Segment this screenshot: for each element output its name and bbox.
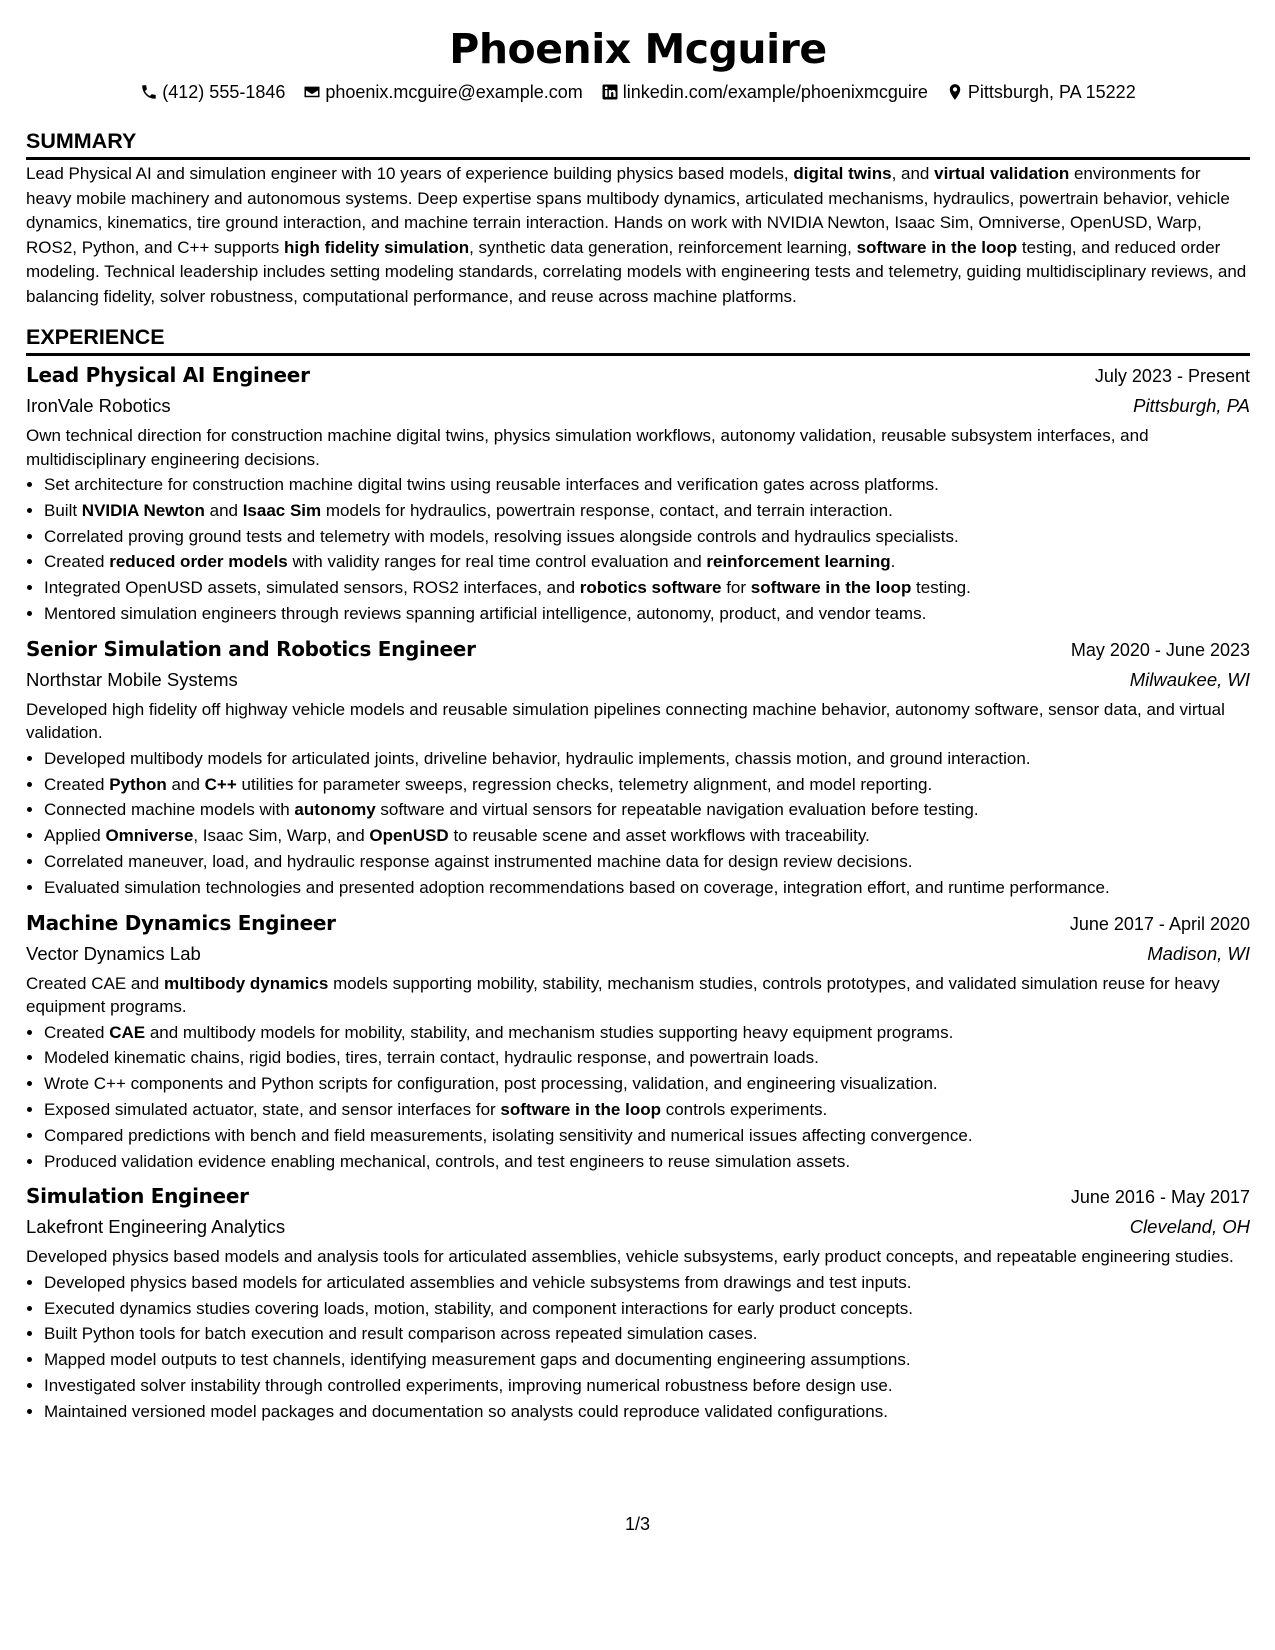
job-title: Simulation Engineer bbox=[26, 1184, 249, 1209]
page-number: 1/3 bbox=[624, 1514, 651, 1534]
contact-linkedin[interactable] bbox=[601, 80, 928, 104]
map-pin-icon bbox=[946, 83, 964, 101]
job-subheader bbox=[26, 939, 1250, 969]
experience-section bbox=[26, 323, 1250, 1425]
experience-heading: EXPERIENCE bbox=[26, 325, 165, 349]
job-bullet: • Investigated solver instability through controlled experiments, improving numerical robustness before design use. bbox=[44, 1373, 1250, 1399]
job-header bbox=[26, 359, 1250, 391]
job-bullet: • Developed physics based models for articulated assemblies and vehicle subsystems from drawings and test inputs. bbox=[44, 1270, 1250, 1296]
linkedin-icon bbox=[601, 83, 619, 101]
job-company: Lakefront Engineering Analytics bbox=[26, 1216, 286, 1238]
job-bullet: • Modeled kinematic chains, rigid bodies, tires, terrain contact, hydraulic response, and powertrain loads. bbox=[44, 1045, 1250, 1071]
linkedin-text: linkedin.com/example/phoenixmcguire bbox=[622, 82, 928, 102]
contact-phone[interactable] bbox=[140, 80, 285, 104]
job-bullet: • Integrated OpenUSD assets, simulated sensors, ROS2 interfaces, and robotics software for software in the loop testing. bbox=[44, 575, 1250, 601]
job-bullet: • Exposed simulated actuator, state, and sensor interfaces for software in the loop controls experiments. bbox=[44, 1097, 1250, 1123]
summary-heading: SUMMARY bbox=[26, 129, 137, 153]
job-bullet-list bbox=[26, 746, 1250, 901]
job-bullet: • Compared predictions with bench and field measurements, isolating sensitivity and numerical issues affecting convergence. bbox=[44, 1123, 1250, 1149]
job-bullet-list bbox=[26, 1270, 1250, 1425]
job-bullet: • Correlated maneuver, load, and hydraulic response against instrumented machine data for design review decisions. bbox=[44, 849, 1250, 875]
job-company: Vector Dynamics Lab bbox=[26, 942, 201, 964]
job-location: Cleveland, OH bbox=[1129, 1216, 1250, 1238]
job-bullet: • Wrote C++ components and Python scripts for configuration, post processing, validation, and engineering visualization. bbox=[44, 1071, 1250, 1097]
job-bullet: • Correlated proving ground tests and telemetry with models, resolving issues alongside controls and hydraulics specialists. bbox=[44, 524, 1250, 550]
job-title: Lead Physical AI Engineer bbox=[26, 363, 310, 387]
phone-text: (412) 555-1846 bbox=[162, 82, 286, 102]
resume-page bbox=[26, 20, 1250, 1425]
job-entry bbox=[26, 359, 1250, 627]
job-bullet: • Produced validation evidence enabling mechanical, controls, and test engineers to reuse simulation assets. bbox=[44, 1149, 1250, 1175]
job-description: Created CAE and multibody dynamics models supporting mobility, stability, mechanism studies, controls prototypes, and validated simulation reuse for heavy equipment programs. bbox=[26, 973, 1220, 1017]
section-divider bbox=[26, 353, 1250, 356]
job-bullet-list bbox=[26, 1020, 1250, 1175]
contact-location bbox=[946, 80, 1136, 104]
job-bullet: • Maintained versioned model packages and documentation so analysts could reproduce validated configurations. bbox=[44, 1399, 1250, 1425]
job-dates: July 2023 - Present bbox=[1094, 366, 1250, 386]
job-bullet: • Built NVIDIA Newton and Isaac Sim models for hydraulics, powertrain response, contact, and terrain interaction. bbox=[44, 498, 1250, 524]
job-bullet: • Created Python and C++ utilities for parameter sweeps, regression checks, telemetry alignment, and model reporting. bbox=[44, 772, 1250, 798]
job-bullet: • Developed multibody models for articulated joints, driveline behavior, hydraulic implements, chassis motion, and ground interaction. bbox=[44, 746, 1250, 772]
job-subheader bbox=[26, 665, 1250, 695]
job-subheader bbox=[26, 391, 1250, 421]
location-text: Pittsburgh, PA 15222 bbox=[967, 82, 1136, 102]
job-subheader bbox=[26, 1212, 1250, 1242]
summary-section bbox=[26, 127, 1250, 309]
envelope-icon bbox=[303, 83, 321, 101]
section-divider bbox=[26, 157, 1250, 160]
job-dates: June 2016 - May 2017 bbox=[1070, 1187, 1250, 1208]
job-bullet: • Applied Omniverse, Isaac Sim, Warp, and OpenUSD to reusable scene and asset workflows with traceability. bbox=[44, 823, 1250, 849]
job-dates: June 2017 - April 2020 bbox=[1069, 913, 1250, 934]
contact-email[interactable] bbox=[303, 80, 582, 104]
job-location: Pittsburgh, PA bbox=[1133, 395, 1250, 416]
job-entry bbox=[26, 633, 1250, 901]
job-bullet: • Mentored simulation engineers through reviews spanning artificial intelligence, autonomy, product, and vendor teams. bbox=[44, 601, 1250, 627]
job-dates: May 2020 - June 2023 bbox=[1070, 639, 1250, 660]
job-entry bbox=[26, 1180, 1250, 1424]
job-header bbox=[26, 633, 1250, 665]
summary-text: Lead Physical AI and simulation engineer with 10 years of experience building physics based models, digital twins, and virtual validation environments for heavy mobile machinery and autonomous systems. Deep expertise spans multibody dynamics, articulated mechanisms, hydraulics, powertrain behavior, vehicle dynamics, kinematics, tire ground interaction, and machine terrain interaction. Hands on work with NVIDIA Newton, Isaac Sim, Omniverse, OpenUSD, Warp, ROS2, Python, and C++ supports high fidelity simulation, synthetic data generation, reinforcement learning, software in the loop testing, and reduced order modeling. Technical leadership includes setting modeling standards, correlating models with engineering tests and telemetry, guiding multidisciplinary reviews, and balancing fidelity, solver robustness, computational performance, and reuse across machine platforms. bbox=[26, 164, 1247, 306]
job-title: Senior Simulation and Robotics Engineer bbox=[26, 636, 476, 661]
job-header bbox=[26, 907, 1250, 939]
job-bullet: • Created CAE and multibody models for mobility, stability, and mechanism studies supporting heavy equipment programs. bbox=[44, 1020, 1250, 1046]
job-list bbox=[26, 359, 1250, 1425]
job-header bbox=[26, 1180, 1250, 1212]
job-location: Madison, WI bbox=[1147, 942, 1250, 964]
job-description: Developed high fidelity off highway vehicle models and reusable simulation pipelines connecting machine behavior, autonomy software, sensor data, and virtual validation. bbox=[26, 699, 1225, 743]
job-bullet: • Built Python tools for batch execution and result comparison across repeated simulation cases. bbox=[44, 1321, 1250, 1347]
candidate-name: Phoenix Mcguire bbox=[449, 25, 827, 73]
job-company: Northstar Mobile Systems bbox=[26, 668, 238, 690]
job-title: Machine Dynamics Engineer bbox=[26, 910, 336, 935]
job-bullet: • Created reduced order models with validity ranges for real time control evaluation and reinforcement learning. bbox=[44, 549, 1250, 575]
job-bullet: • Set architecture for construction machine digital twins using reusable interfaces and verification gates across platforms. bbox=[44, 472, 1250, 498]
email-text: phoenix.mcguire@example.com bbox=[325, 82, 583, 102]
job-bullet: • Evaluated simulation technologies and presented adoption recommendations based on coverage, integration effort, and runtime performance. bbox=[44, 875, 1250, 901]
job-location: Milwaukee, WI bbox=[1129, 668, 1250, 690]
job-bullet: • Connected machine models with autonomy software and virtual sensors for repeatable navigation evaluation before testing. bbox=[44, 797, 1250, 823]
job-description: Developed physics based models and analysis tools for articulated assemblies, vehicle subsystems, early product concepts, and repeatable engineering studies. bbox=[26, 1247, 1234, 1267]
contact-bar bbox=[26, 80, 1250, 104]
job-description: Own technical direction for construction machine digital twins, physics simulation workflows, autonomy validation, reusable subsystem interfaces, and multidisciplinary engineering decisions. bbox=[26, 426, 1149, 469]
job-company: IronVale Robotics bbox=[26, 395, 171, 416]
job-entry bbox=[26, 907, 1250, 1175]
job-bullet: • Executed dynamics studies covering loads, motion, stability, and component interactions for early product concepts. bbox=[44, 1296, 1250, 1322]
job-bullet-list bbox=[26, 472, 1250, 627]
phone-icon bbox=[140, 83, 158, 101]
job-bullet: • Mapped model outputs to test channels, identifying measurement gaps and documenting engineering assumptions. bbox=[44, 1347, 1250, 1373]
